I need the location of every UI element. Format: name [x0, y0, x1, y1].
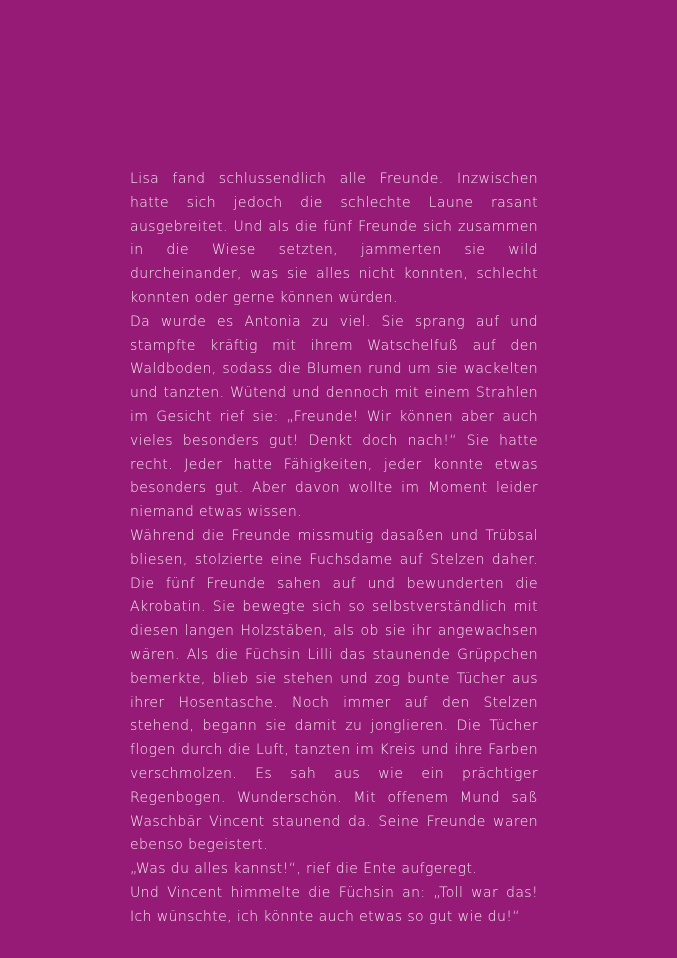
paragraph-2: Da wurde es Antonia zu viel. Sie sprang auf und stampfte kräftig mit ihrem Watschelfuß auf den Waldboden, sodass die Blumen rund um sie wackelten und tanzten. Wütend und dennoch mit einem Strahlen im Gesicht rief sie: „Freunde! Wir können aber auch vieles besonders gut! Denkt doch nach!“ Sie hatte recht. Jeder hatte Fähigkeiten, jeder konnte etwas besonders gut. Aber davon wollte im Moment leider niemand etwas wissen.	[130, 313, 538, 521]
story-text	[130, 168, 538, 930]
paragraph-1: Lisa fand schlussendlich alle Freunde. Inzwischen hatte sich jedoch die schlechte Laune rasant ausgebreitet. Und als die fünf Freunde sich zusammen in die Wiese setzten, jammerten sie wild durcheinander, was sie alles nicht konnten, schlecht konnten oder gerne können würden.	[130, 171, 538, 306]
paragraph-3: Während die Freunde missmutig dasaßen und Trübsal bliesen, stolzierte eine Fuchsdame auf Stelzen daher. Die fünf Freunde sahen auf und bewunderten die Akrobatin. Sie bewegte sich so selbstverständlich mit diesen langen Holzstäben, als ob sie ihr angewachsen wären. Als die Füchsin Lilli das staunende Grüppchen bemerkte, blieb sie stehen und zog bunte Tücher aus ihrer Hosentasche. Noch immer auf den Stelzen stehend, begann sie damit zu jonglieren. Die Tücher flogen durch die Luft, tanzten im Kreis und ihre Farben verschmolzen. Es sah aus wie ein prächtiger Regenbogen. Wunderschön. Mit offenem Mund saß Waschbär Vincent staunend da. Seine Freunde waren ebenso begeistert.	[130, 527, 538, 854]
paragraph-5: Und Vincent himmelte die Füchsin an: „Toll war das! Ich wünschte, ich könnte auch etwas so gut wie du!“	[130, 884, 538, 925]
paragraph-4: „Was du alles kannst!“, rief die Ente aufgeregt.	[130, 861, 478, 878]
